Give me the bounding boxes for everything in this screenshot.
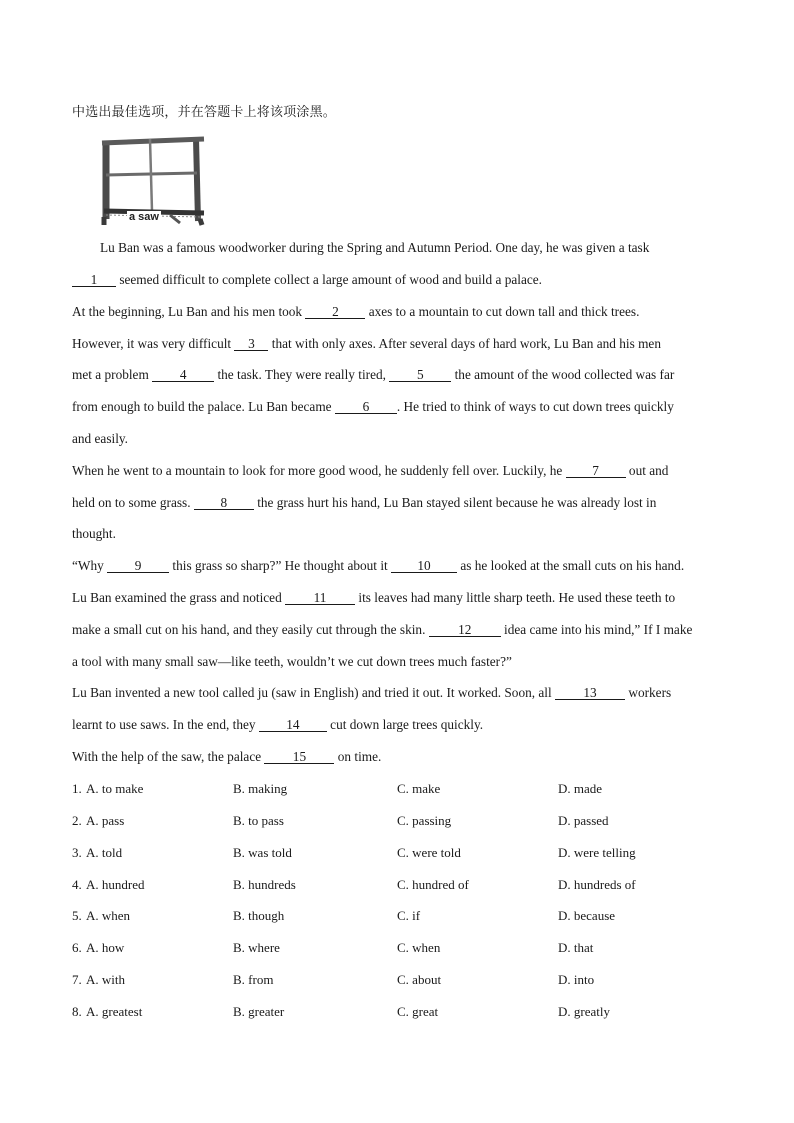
question-2-option-b[interactable]: B. to pass	[233, 813, 284, 828]
question-number: 4.	[72, 877, 82, 892]
passage-line	[72, 367, 674, 383]
question-1-option-d[interactable]: D. made	[558, 781, 603, 796]
question-number: 6.	[72, 940, 82, 955]
question-3-option-c[interactable]: C. were told	[397, 845, 461, 860]
question-1-option-a[interactable]: A. to make	[86, 781, 144, 796]
passage-text: as he looked at the small cuts on his hand.	[457, 558, 685, 573]
passage-line	[72, 304, 639, 320]
question-number: 3.	[72, 845, 82, 860]
passage-text: “Why	[72, 558, 108, 573]
question-4-option-c[interactable]: C. hundred of	[397, 877, 469, 892]
passage-text: cut down large trees quickly.	[326, 717, 484, 732]
answer-blank-6[interactable]: 6	[335, 400, 397, 414]
question-7-option-c[interactable]: C. about	[397, 972, 442, 987]
passage-line	[72, 749, 381, 765]
question-number: 5.	[72, 908, 82, 923]
question-7-option-d[interactable]: D. into	[558, 972, 595, 987]
passage-line	[72, 431, 128, 447]
question-7-option-b[interactable]: B. from	[233, 972, 274, 987]
question-4-option-a[interactable]: A. hundred	[86, 877, 145, 892]
passage-line	[72, 463, 668, 479]
question-5-option-b[interactable]: B. though	[233, 908, 285, 923]
passage-line	[72, 622, 692, 638]
saw-caption: a saw	[129, 211, 159, 223]
passage-line	[72, 717, 483, 733]
passage-line	[72, 685, 671, 701]
question-6-option-d[interactable]: D. that	[558, 940, 594, 955]
question-5-option-c[interactable]: C. if	[397, 908, 421, 923]
passage-line	[100, 240, 649, 256]
answer-blank-8[interactable]: 8	[194, 496, 254, 510]
passage-line	[72, 336, 661, 352]
passage-line	[72, 526, 116, 542]
answer-blank-1[interactable]: 1	[72, 273, 116, 287]
passage-text: the amount of the wood collected was far	[451, 367, 675, 382]
passage-text: learnt to use saws. In the end, they	[72, 717, 259, 732]
answer-blank-4[interactable]: 4	[152, 368, 214, 382]
passage-text: out and	[625, 463, 669, 478]
answer-blank-7[interactable]: 7	[566, 464, 626, 478]
passage-text: axes to a mountain to cut down tall and thick trees.	[365, 304, 640, 319]
passage-line	[72, 654, 512, 670]
question-number: 1.	[72, 781, 82, 796]
answer-blank-14[interactable]: 14	[259, 718, 327, 732]
question-number: 8.	[72, 1004, 82, 1019]
passage-text: its leaves had many little sharp teeth. He used these teeth to	[355, 590, 676, 605]
question-5-option-d[interactable]: D. because	[558, 908, 616, 923]
question-4-option-d[interactable]: D. hundreds of	[558, 877, 636, 892]
passage-text: met a problem	[72, 367, 153, 382]
passage-text: that with only axes. After several days of hard work, Lu Ban and his men	[268, 336, 661, 351]
passage-text: Lu Ban examined the grass and noticed	[72, 590, 286, 605]
answer-blank-3[interactable]: 3	[234, 337, 268, 351]
passage-text: the task. They were really tired,	[214, 367, 390, 382]
passage-line	[72, 590, 675, 606]
question-number: 7.	[72, 972, 82, 987]
passage-text: workers	[625, 685, 672, 700]
passage-text: idea came into his mind,” If I make	[500, 622, 693, 637]
passage-text: a tool with many small saw—like teeth, wouldn’t we cut down trees much faster?”	[72, 654, 512, 669]
question-1-option-b[interactable]: B. making	[233, 781, 288, 796]
passage-text: make a small cut on his hand, and they easily cut through the skin.	[72, 622, 429, 637]
question-3-option-d[interactable]: D. were telling	[558, 845, 636, 860]
passage-text: With the help of the saw, the palace	[72, 749, 265, 764]
answer-blank-12[interactable]: 12	[429, 623, 501, 637]
answer-blank-11[interactable]: 11	[285, 591, 355, 605]
passage-line	[72, 399, 674, 415]
question-6-option-a[interactable]: A. how	[86, 940, 125, 955]
passage-text: . He tried to think of ways to cut down trees quickly	[396, 399, 674, 414]
passage-text: However, it was very difficult	[72, 336, 235, 351]
answer-blank-15[interactable]: 15	[264, 750, 334, 764]
passage-line	[72, 558, 684, 574]
passage-text: this grass so sharp?” He thought about it	[169, 558, 392, 573]
question-2-option-d[interactable]: D. passed	[558, 813, 609, 828]
passage-text: thought.	[72, 526, 116, 541]
passage-line	[72, 495, 656, 511]
question-8-option-b[interactable]: B. greater	[233, 1004, 285, 1019]
passage-text: held on to some grass.	[72, 495, 194, 510]
question-number: 2.	[72, 813, 82, 828]
answer-blank-13[interactable]: 13	[555, 686, 625, 700]
question-8-option-a[interactable]: A. greatest	[86, 1004, 143, 1019]
passage-text: from enough to build the palace. Lu Ban became	[72, 399, 335, 414]
question-6-option-c[interactable]: C. when	[397, 940, 441, 955]
passage-line	[72, 272, 542, 288]
question-8-option-c[interactable]: C. great	[397, 1004, 439, 1019]
question-3-option-b[interactable]: B. was told	[233, 845, 292, 860]
answer-blank-9[interactable]: 9	[107, 559, 169, 573]
passage-text: When he went to a mountain to look for more good wood, he suddenly fell over. Luckily, he	[72, 463, 566, 478]
question-3-option-a[interactable]: A. told	[86, 845, 123, 860]
question-5-option-a[interactable]: A. when	[86, 908, 131, 923]
instruction-text: 中选出最佳选项，并在答题卡上将该项涂黑。	[72, 105, 337, 120]
question-4-option-b[interactable]: B. hundreds	[233, 877, 296, 892]
passage-text: on time.	[334, 749, 382, 764]
passage-text: Lu Ban invented a new tool called ju (saw in English) and tried it out. It worked. Soon, all	[72, 685, 556, 700]
passage-text: Lu Ban was a famous woodworker during the Spring and Autumn Period. One day, he was given a task	[100, 240, 650, 255]
passage-text: At the beginning, Lu Ban and his men took	[72, 304, 306, 319]
saw-figure	[100, 133, 212, 227]
question-2-option-c[interactable]: C. passing	[397, 813, 452, 828]
answer-blank-2[interactable]: 2	[305, 305, 365, 319]
question-2-option-a[interactable]: A. pass	[86, 813, 125, 828]
question-1-option-c[interactable]: C. make	[397, 781, 441, 796]
passage-text: seemed difficult to complete collect a large amount of wood and build a palace.	[116, 272, 542, 287]
passage-text: and easily.	[72, 431, 128, 446]
answer-blank-10[interactable]: 10	[391, 559, 457, 573]
answer-blank-5[interactable]: 5	[389, 368, 451, 382]
question-7-option-a[interactable]: A. with	[86, 972, 125, 987]
passage-text: the grass hurt his hand, Lu Ban stayed silent because he was already lost in	[253, 495, 657, 510]
question-6-option-b[interactable]: B. where	[233, 940, 280, 955]
question-8-option-d[interactable]: D. greatly	[558, 1004, 610, 1019]
